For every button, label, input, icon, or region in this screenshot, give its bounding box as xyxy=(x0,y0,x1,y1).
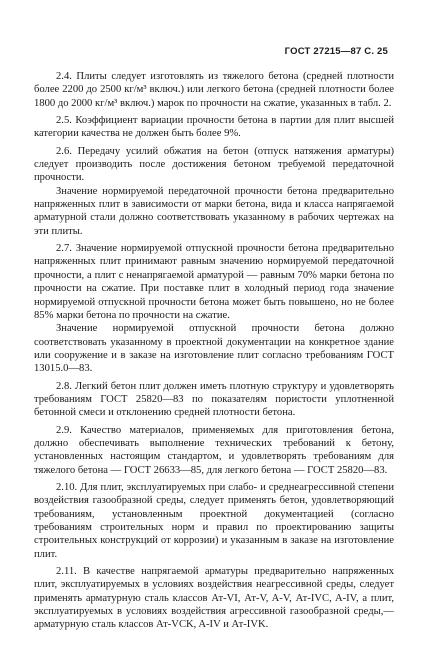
paragraph-2-5: 2.5. Коэффициент вариации прочности бетона в партии для плит высшей категории качества не должен быть более 9%. xyxy=(34,115,394,140)
page-header: ГОСТ 27215—87 С. 25 xyxy=(284,46,388,57)
paragraph-2-4: 2.4. Плиты следует изготовлять из тяжелого бетона (средней плотности более 2200 до 2500 кг/м³ включ.) или легкого бетона (средней плотности более 1800 до 2000 кг/м³ включ.) марок по прочности на сжатие, указанных в табл. 2. xyxy=(34,71,394,109)
paragraph-2-6-transfer-strength: Значение нормируемой передаточной прочности бетона предварительно напряженных плит в зависимости от марки бетона, вида и класса напрягаемой арматурной стали должно соответствовать указанному в рабочих чертежах на эти плиты. xyxy=(34,185,394,237)
paragraph-2-9: 2.9. Качество материалов, применяемых для приготовления бетона, должно обеспечивать выполнение технических требований к бетону, установленных настоящим стандартом, и удовлетворять требованиям для тяжелого бетона — ГОСТ 26633—85, для легкого бетона — ГОСТ 25820—83. xyxy=(34,424,394,476)
paragraph-2-7-release-strength: Значение нормируемой отпускной прочности бетона должно соответствовать указанному в проектной документации на конкретное здание или сооружение и в заказе на изготовление плит согласно требованиям ГОСТ 13015.0—83. xyxy=(34,323,394,375)
paragraph-2-11: 2.11. В качестве напрягаемой арматуры предварительно напряженных плит, эксплуатируемых в условиях воздействия неагрессивной среды, следует применять арматурную сталь классов Ат-VI, Ат-V, A-V, Ат-IVC, A-IV, а плит, эксплуатируемых в условиях воздействия агрессивной газообразной среды,— арматурную сталь классов Ат-VCK, A-IV и Ат-IVK. xyxy=(34,566,394,631)
document-body xyxy=(34,70,394,636)
paragraph-2-6: 2.6. Передачу усилий обжатия на бетон (отпуск натяжения арматуры) следует производить после достижения бетоном требуемой передаточной прочности. xyxy=(34,145,394,184)
paragraph-2-10: 2.10. Для плит, эксплуатируемых при слабо- и среднеагрессивной степени воздействия газообразной среды, следует применять бетон, удовлетворяющий требованиям, установленным проектной документацией (согласно требованиям строительных норм и правил по проектированию защиты строительных конструкций от коррозии) и указанным в заказе на изготовление плит. xyxy=(34,481,394,560)
paragraph-2-7: 2.7. Значение нормируемой отпускной прочности бетона предварительно напряженных плит принимают равным значению нормируемой передаточной прочности, а плит с ненапрягаемой арматурой — равным 70% марки бетона по прочности на сжатие. При поставке плит в холодный период года значение нормируемой отпускной прочности бетона может быть повышено, но не более 85% марки бетона по прочности на сжатие. xyxy=(34,243,394,321)
paragraph-2-8: 2.8. Легкий бетон плит должен иметь плотную структуру и удовлетворять требованиям ГОСТ 25820—83 по показателям пористости уплотненной бетонной смеси и отклонению средней плотности бетона. xyxy=(34,380,394,419)
